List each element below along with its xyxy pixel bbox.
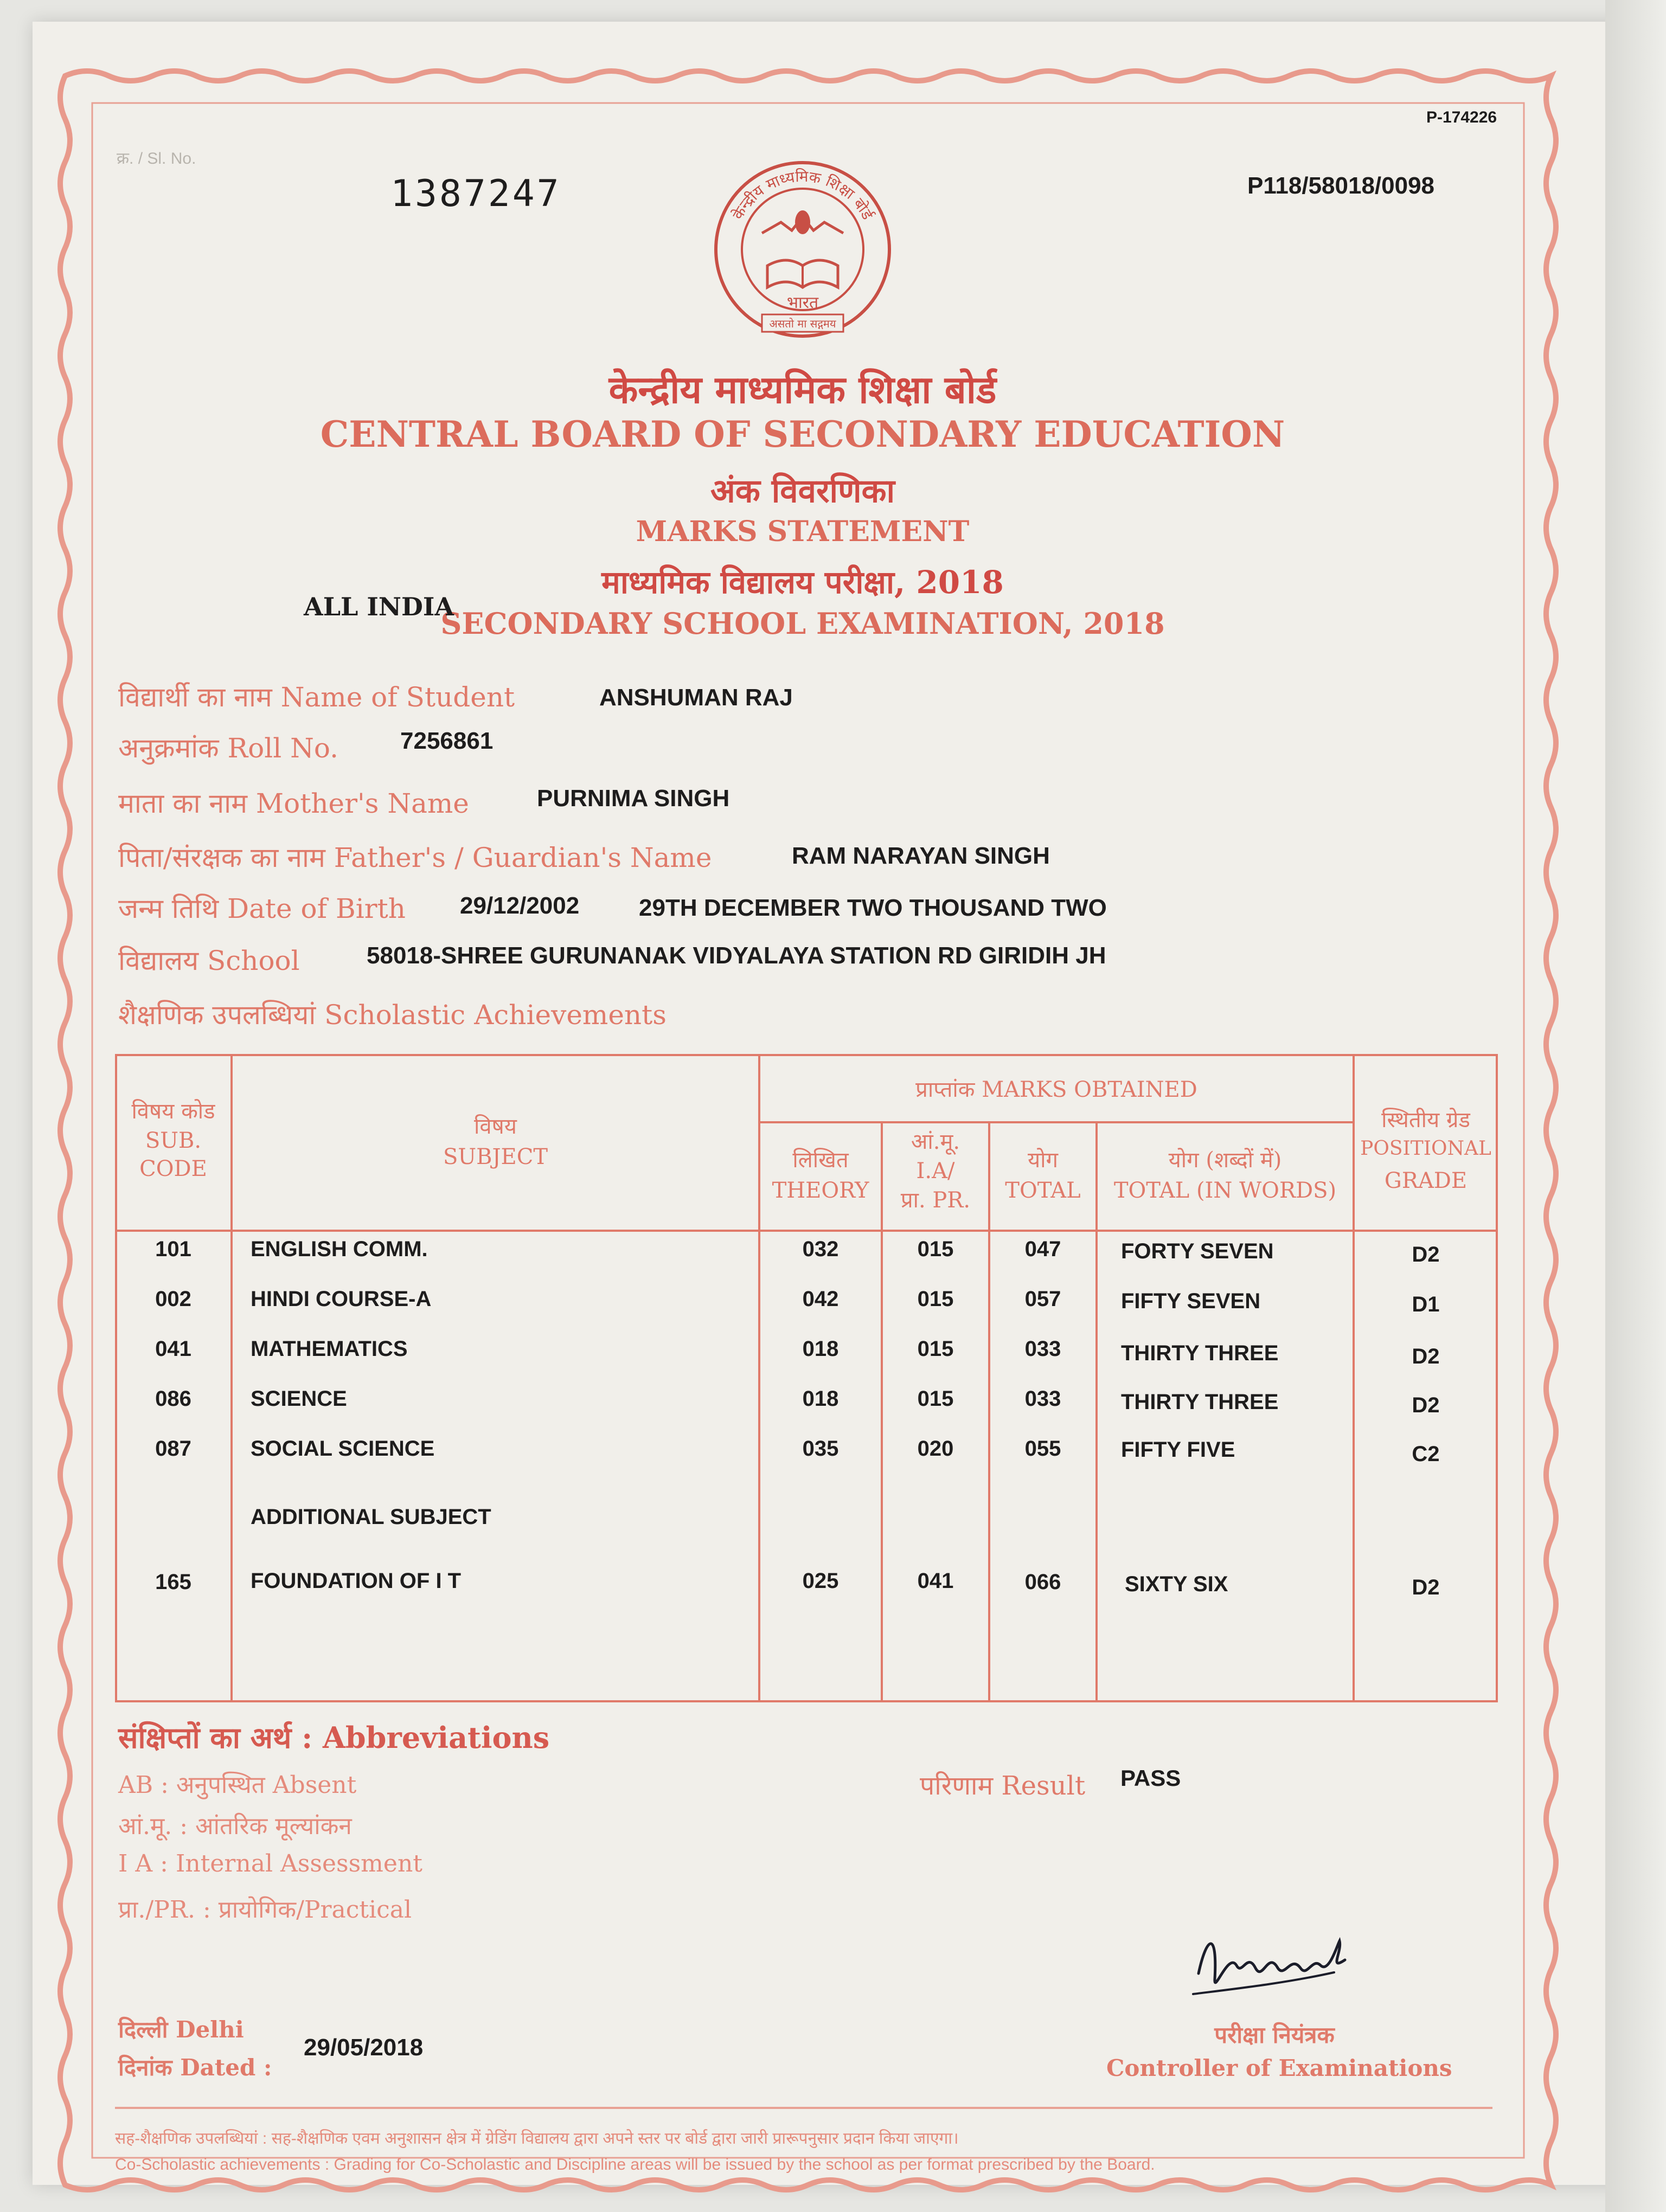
board-title-english: CENTRAL BOARD OF SECONDARY EDUCATION [320,413,1285,455]
row-grade: C2 [1412,1442,1440,1466]
abbreviation-item: I A : Internal Assessment [118,1850,422,1877]
controller-title-hindi: परीक्षा नियंत्रक [1214,2022,1335,2048]
row-total: 033 [1024,1337,1061,1361]
row-code: 087 [155,1437,191,1461]
row-subject: SOCIAL SCIENCE [251,1437,435,1461]
result-value: PASS [1120,1765,1181,1791]
row-code: 165 [155,1570,191,1594]
row-grade: D2 [1412,1393,1440,1417]
footer-divider [115,2107,1492,2109]
father-name-label: पिता/संरक्षक का नाम Father's / Guardian's Name [118,842,712,873]
exam-title-hindi: माध्यमिक विद्यालय परीक्षा, 2018 [601,564,1004,601]
header-total-english: TOTAL [1005,1178,1081,1203]
header-code-hindi: विषय कोड [131,1099,215,1124]
row-total: 047 [1024,1237,1061,1261]
row-theory: 032 [802,1237,839,1261]
row-total-words: THIRTY THREE [1121,1341,1279,1365]
row-subject: SCIENCE [251,1387,347,1411]
header-theory-english: THEORY [772,1178,869,1203]
father-name: RAM NARAYAN SINGH [792,843,1050,869]
serial-number: 1387247 [390,172,561,215]
student-name-label: विद्यार्थी का नाम Name of Student [118,681,515,713]
row-theory: 018 [802,1337,839,1361]
reference-number: P118/58018/0098 [1247,172,1435,199]
header-ia-hindi: आं.मू. [911,1129,960,1154]
row-subject: FOUNDATION OF I T [251,1569,462,1593]
row-ia: 015 [917,1287,954,1311]
row-ia: 041 [917,1569,954,1593]
dob-value: 29/12/2002 [460,892,580,919]
cbse-emblem [710,157,895,342]
marks-table [115,1054,1498,1702]
header-code-en-2: CODE [139,1156,207,1181]
row-grade: D2 [1412,1576,1440,1599]
header-ia-pr: प्रा. PR. [900,1188,971,1213]
achievements-label: शैक्षणिक उपलब्धियां Scholastic Achievements [118,999,667,1031]
header-words-hindi: योग (शब्दों में) [1168,1148,1282,1173]
row-subject: MATHEMATICS [251,1337,408,1361]
dob-label: जन्म तिथि Date of Birth [118,893,406,924]
row-total-words: FIFTY FIVE [1121,1438,1235,1462]
abbreviations-title: संक्षिप्तों का अर्थ : Abbreviations [118,1720,550,1755]
header-marks-obtained: प्राप्तांक MARKS OBTAINED [915,1077,1197,1102]
header-subject-hindi: विषय [474,1114,517,1139]
dob-in-words: 29TH DECEMBER TWO THOUSAND TWO [639,895,1107,921]
footer-note-hindi: सह-शैक्षणिक उपलब्धियां : सह-शैक्षणिक एवम अनुशासन क्षेत्र में ग्रेडिंग विद्यालय द्वारा अपने स्तर पर बोर्ड द्वारा जारी प्रारूपनुसार प्रदान किया जाएगा। [115,2130,959,2147]
corner-note: क्र. / Sl. No. [117,150,196,168]
row-grade: D2 [1412,1243,1440,1266]
row-code: 101 [155,1237,191,1261]
student-name: ANSHUMAN RAJ [599,684,793,711]
row-total: 055 [1024,1437,1061,1461]
header-total-hindi: योग [1027,1148,1059,1173]
row-subject: ENGLISH COMM. [251,1237,428,1261]
row-code: 041 [155,1337,191,1361]
header-grade-hindi: स्थितीय ग्रेड [1381,1108,1470,1133]
header-grade-english-1: POSITIONAL [1360,1137,1491,1160]
exam-title-english: SECONDARY SCHOOL EXAMINATION, 2018 [440,606,1165,641]
board-title-hindi: केन्द्रीय माध्यमिक शिक्षा बोर्ड [608,367,997,412]
header-subject-english: SUBJECT [443,1144,548,1169]
result-label: परिणाम Result [920,1771,1086,1801]
dated-label: दिनांक Dated : [118,2054,272,2081]
header-ia-english: I.A/ [916,1159,955,1184]
row-theory: 042 [802,1287,839,1311]
row-code: 086 [155,1387,191,1411]
row-subject: HINDI COURSE-A [251,1287,432,1311]
row-total: 033 [1024,1387,1061,1411]
mother-name: PURNIMA SINGH [537,785,730,812]
abbreviation-item: AB : अनुपस्थित Absent [118,1771,357,1799]
roll-number-label: अनुक्रमांक Roll No. [118,732,338,764]
additional-subject-label: ADDITIONAL SUBJECT [251,1505,491,1529]
row-theory: 018 [802,1387,839,1411]
row-ia: 015 [917,1237,954,1261]
row-theory: 035 [802,1437,839,1461]
emblem-country: भारत [786,293,819,312]
date-value: 29/05/2018 [304,2034,424,2061]
school-label: विद्यालय School [118,945,300,976]
row-total-words: FORTY SEVEN [1121,1239,1274,1263]
controller-signature [1177,1914,1361,2006]
emblem-motto: असतो मा सद्गमय [769,317,836,330]
controller-title-english: Controller of Examinations [1106,2055,1452,2081]
school-name: 58018-SHREE GURUNANAK VIDYALAYA STATION RD GIRIDIH JH [367,942,1106,969]
row-ia: 015 [917,1387,954,1411]
row-ia: 020 [917,1437,954,1461]
row-code: 002 [155,1287,191,1311]
footer-note-english: Co-Scholastic achievements : Grading for Co-Scholastic and Discipline areas will be issued by the school as per format prescribed by the Board. [115,2156,1155,2174]
row-total: 057 [1024,1287,1061,1311]
document-title-english: MARKS STATEMENT [636,515,970,548]
row-ia: 015 [917,1337,954,1361]
emblem-arc-text: केन्द्रीय माध्यमिक शिक्षा बोर्ड [728,167,877,223]
row-total-words: FIFTY SEVEN [1121,1289,1261,1313]
header-theory-hindi: लिखित [792,1148,849,1173]
top-right-code: P-174226 [1426,108,1497,126]
abbreviation-item: आं.मू. : आंतरिक मूल्यांकन [118,1812,352,1840]
place-label: दिल्ली Delhi [118,2016,244,2043]
row-total-words: SIXTY SIX [1125,1572,1228,1596]
header-words-english: TOTAL (IN WORDS) [1113,1178,1337,1203]
abbreviation-item: प्रा./PR. : प्रायोगिक/Practical [118,1896,412,1924]
row-grade: D2 [1412,1345,1440,1368]
row-total: 066 [1024,1570,1061,1594]
header-grade-english-2: GRADE [1384,1168,1468,1193]
header-code-en-1: SUB. [145,1128,202,1153]
row-total-words: THIRTY THREE [1121,1390,1279,1414]
roll-number: 7256861 [400,728,494,754]
page-edge [1605,0,1666,2212]
document-title-hindi: अंक विवरणिका [710,472,895,510]
row-theory: 025 [802,1569,839,1593]
row-grade: D1 [1412,1293,1440,1316]
scope-label: ALL INDIA [304,592,454,621]
mother-name-label: माता का नाम Mother's Name [118,788,469,819]
